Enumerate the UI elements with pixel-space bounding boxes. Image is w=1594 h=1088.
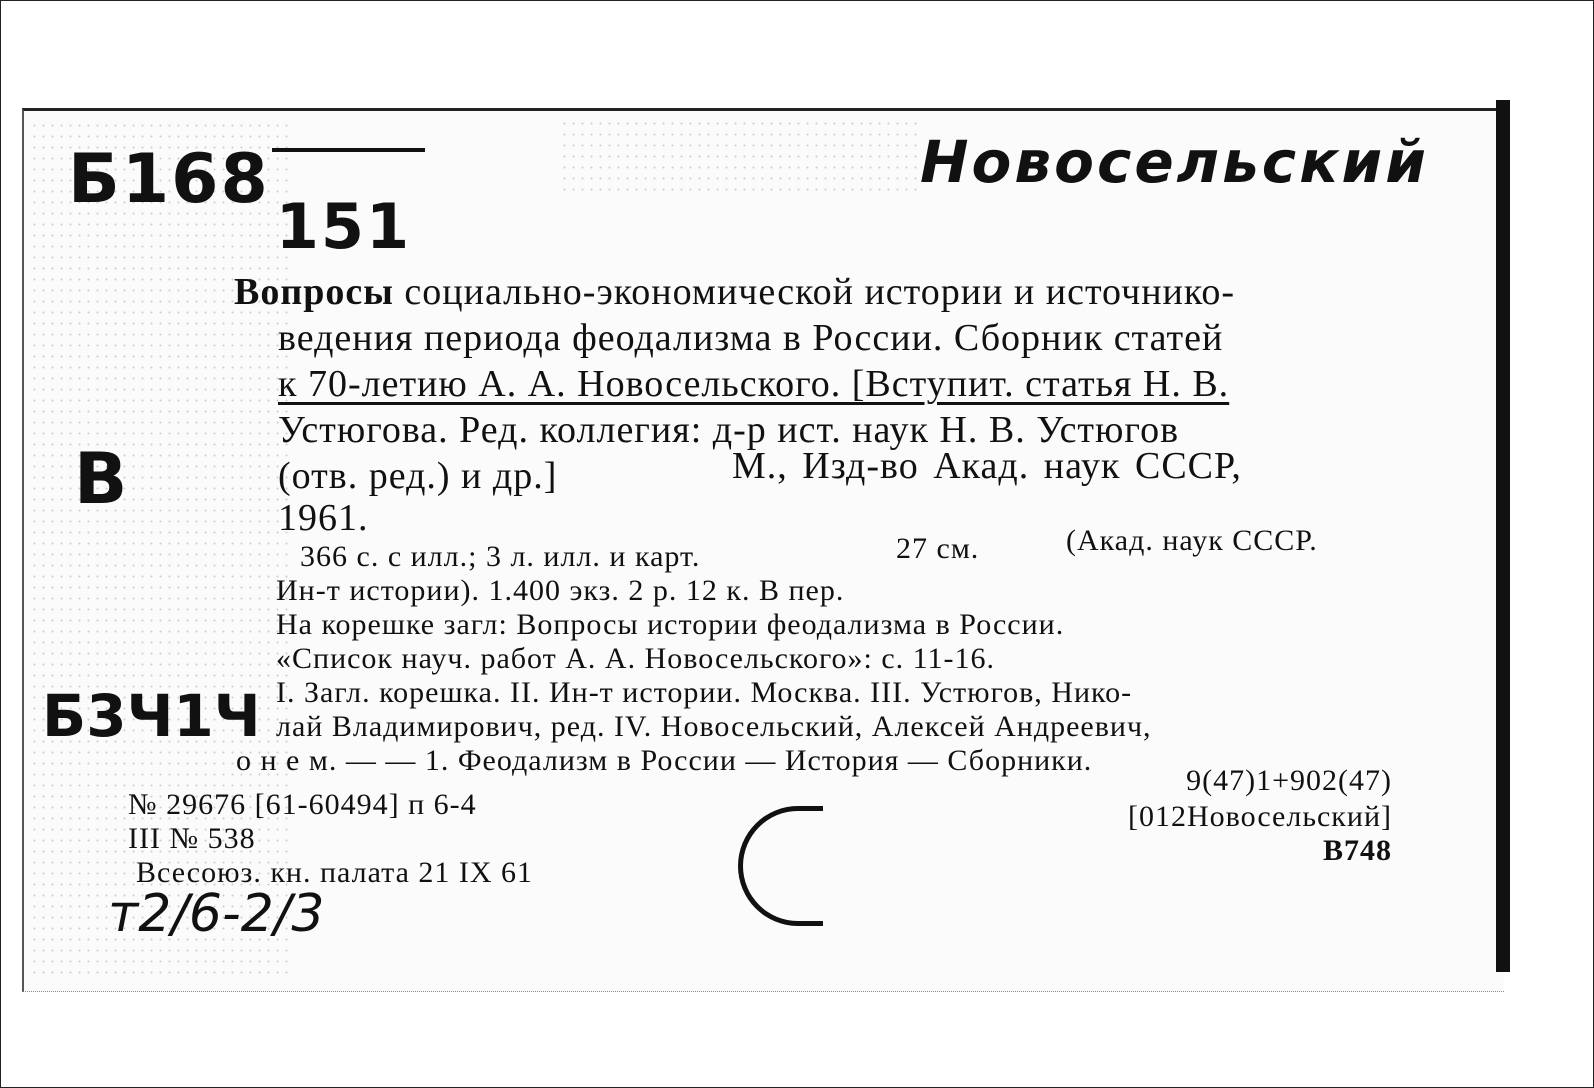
entry-line-4: Устюгова. Ред. коллегия: д-р ист. наук Н. В. Устюгов [278, 409, 1180, 451]
entry-year: 1961. [278, 497, 369, 539]
entry-line-5: (отв. ред.) и др.] [278, 455, 558, 497]
handwritten-letter: В [74, 438, 128, 520]
entry-line-1 [234, 270, 1235, 314]
entry-line-2: ведения периода феодализма в России. Сборник статей [278, 317, 1224, 359]
entry-line-3: к 70-летию А. А. Новосельского. [Вступит. статья Н. В. [278, 363, 1230, 405]
shelf-mark-prefix: Б168 [68, 140, 270, 219]
tracing-line-3: о н е м. — — 1. Феодализм в России — История — Сборники. [236, 744, 1093, 777]
handwritten-author: Новосельский [920, 128, 1429, 196]
publisher: М., Изд-во Акад. наук СССР, [732, 445, 1242, 487]
classification-code: В748 [1322, 834, 1392, 867]
title-head: Вопросы [234, 271, 394, 313]
tracing-line-2: лай Владимирович, ред. IV. Новосельский, Алексей Андреевич, [276, 710, 1152, 743]
physical-size: 27 см. [896, 532, 980, 565]
book-chamber: Всесоюз. кн. палата 21 IX 61 [136, 856, 534, 889]
scan-noise-top [560, 118, 920, 198]
series-continued: Ин-т истории). 1.400 экз. 2 р. 12 к. В пер. [276, 574, 845, 607]
title-line-1: социально-экономической истории и источнико- [404, 271, 1236, 313]
card-right-edge [1496, 100, 1510, 972]
note-spine-title: На корешке загл: Вопросы истории феодализма в России. [276, 608, 1065, 641]
shelf-mark-denominator: 151 [275, 190, 412, 263]
shelf-mark [68, 140, 412, 263]
physical-description: 366 с. с илл.; 3 л. илл. и карт. [300, 540, 701, 573]
card-number: № 29676 [61-60494] п 6-4 [128, 788, 477, 821]
series: (Акад. наук СССР. [1066, 524, 1318, 557]
series-number: III № 538 [128, 822, 256, 855]
handwritten-inventory: Б3Ч1Ч [42, 682, 261, 750]
udc-code: 9(47)1+902(47) [1186, 764, 1392, 797]
subject-code: [012Новосельский] [1127, 800, 1392, 833]
note-bibliography: «Список науч. работ А. А. Новосельского»: с. 11-16. [276, 642, 996, 675]
tracing-line-1: I. Загл. корешка. II. Ин-т истории. Москва. III. Устюгов, Нико- [276, 676, 1133, 709]
handwritten-range: т2/6-2/3 [108, 884, 325, 944]
